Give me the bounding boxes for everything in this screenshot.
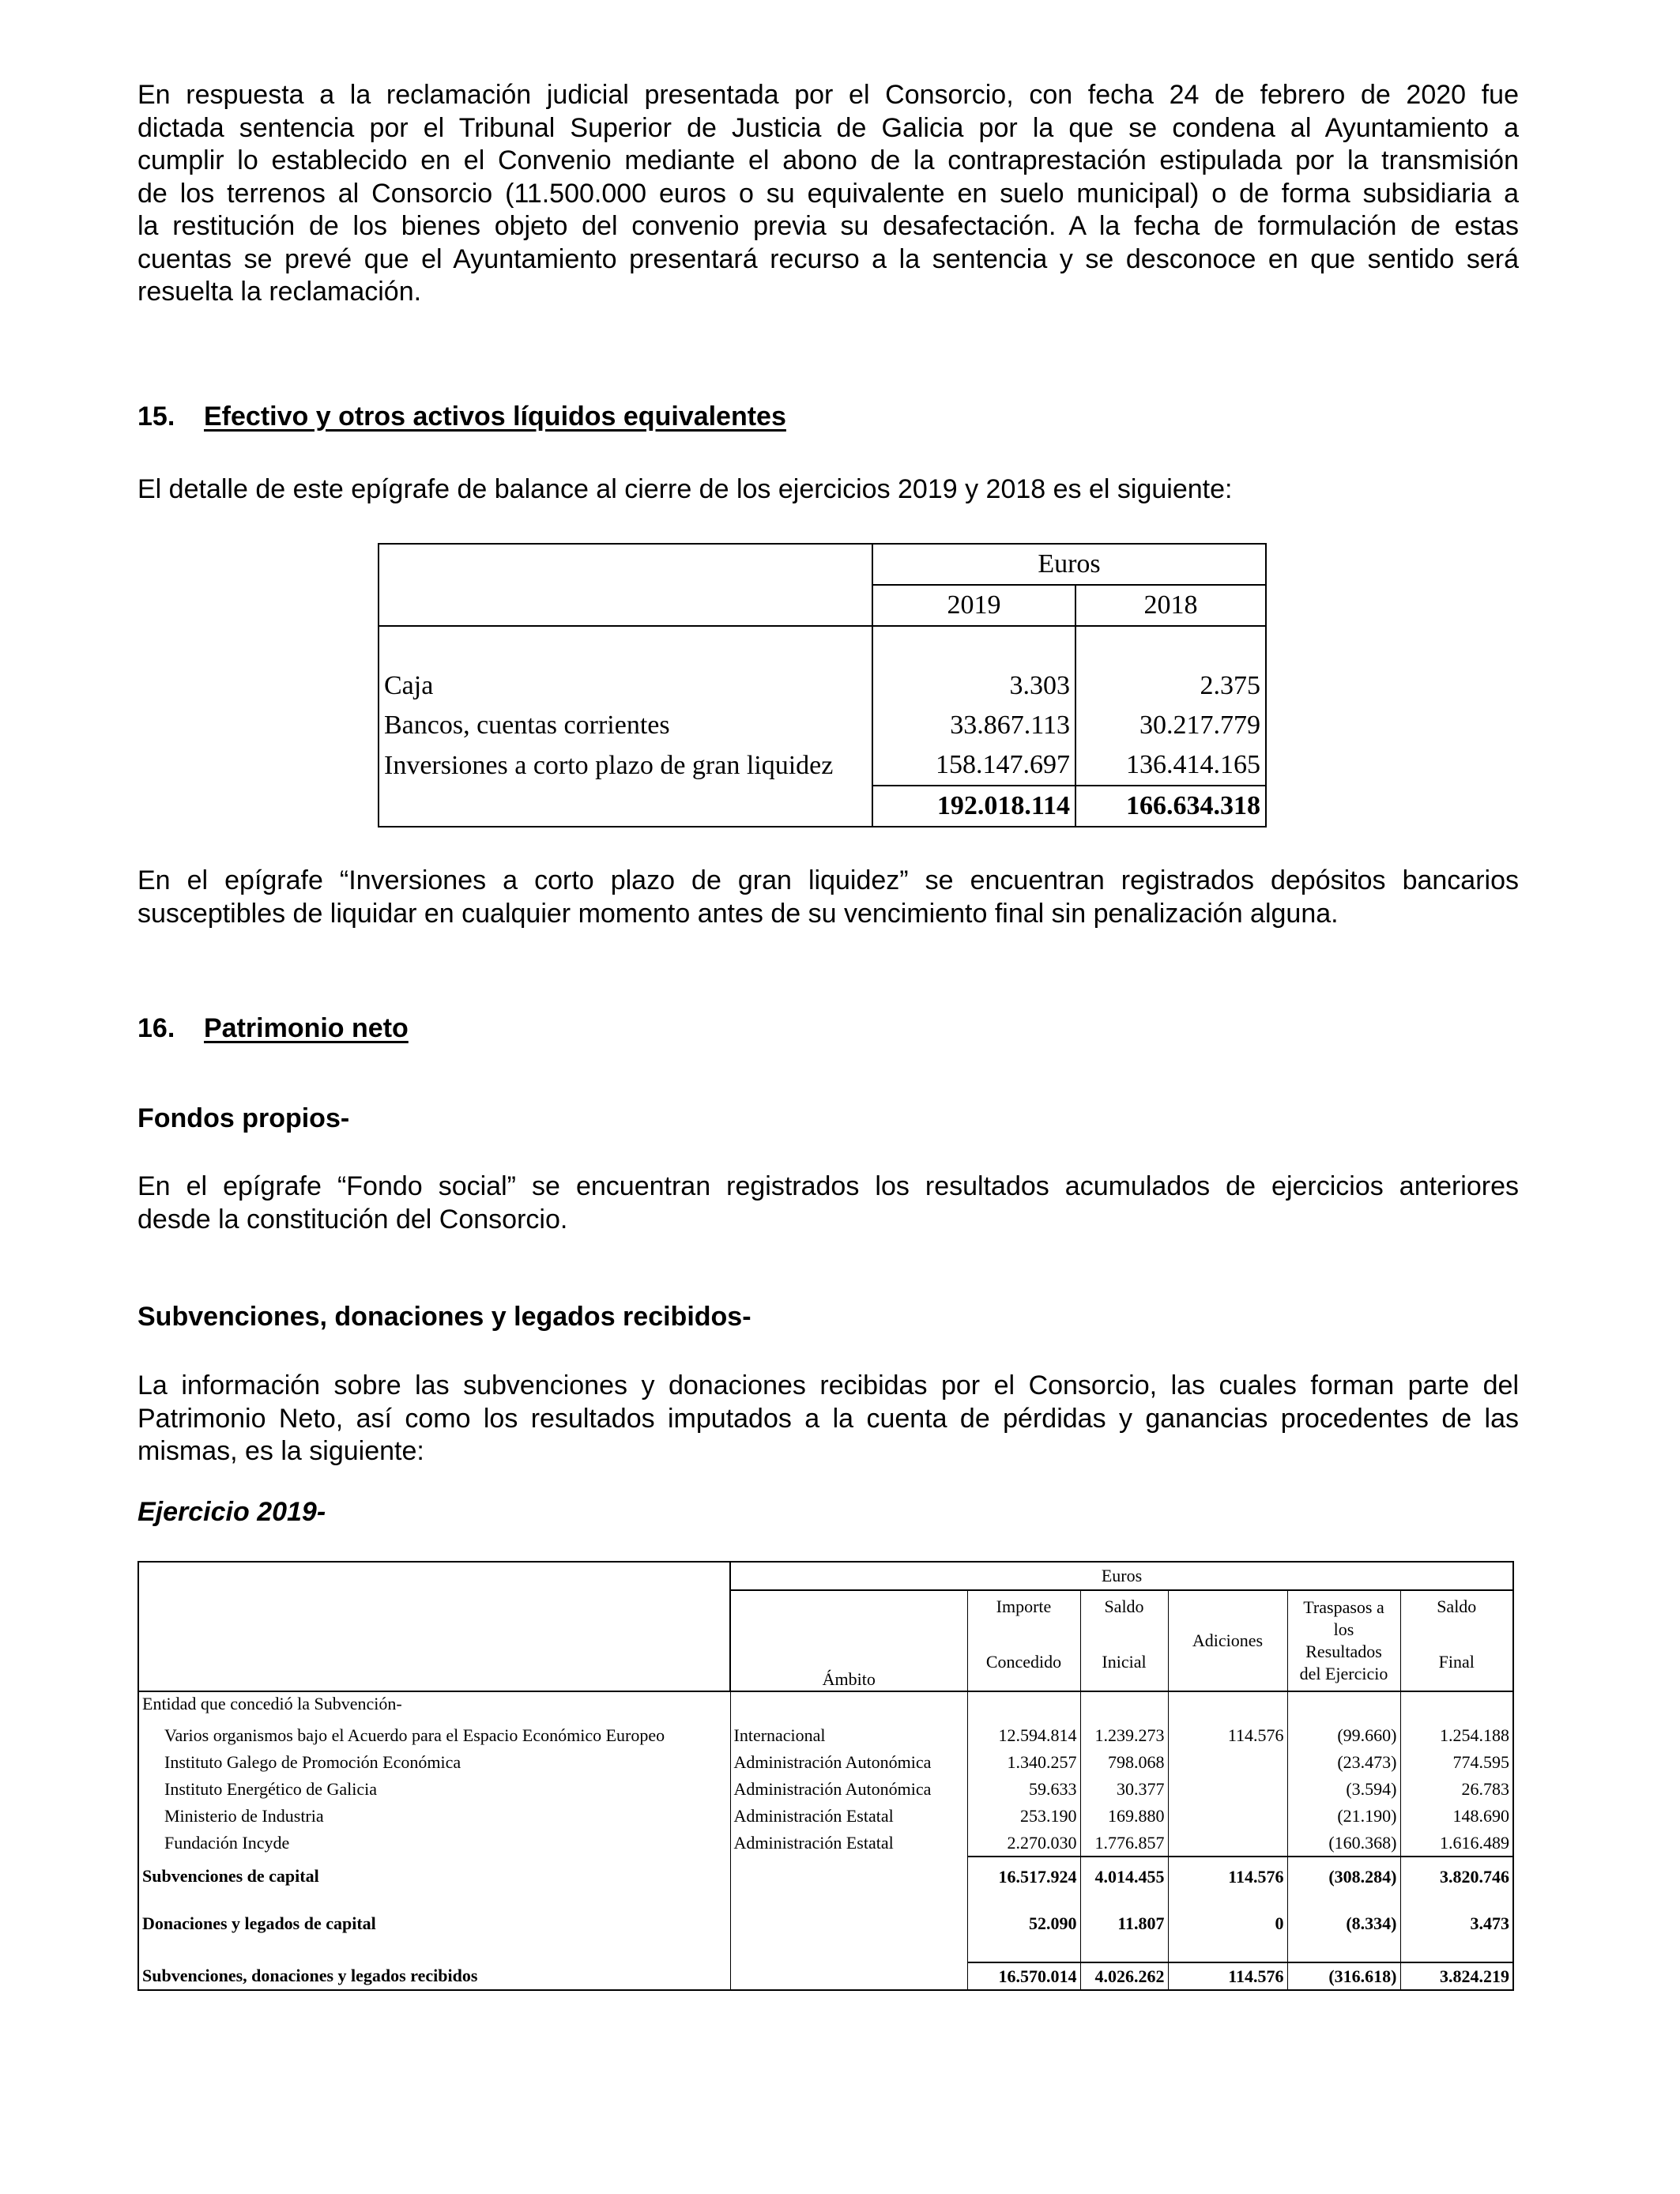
subvenciones-paragraph [137, 1370, 1519, 1468]
row-value: 136.414.165 [1075, 745, 1266, 786]
row-value: 2.375 [1075, 666, 1266, 706]
adiciones-header: Adiciones [1168, 1590, 1287, 1691]
subsidies-table [137, 1561, 1514, 1991]
total-value: 192.018.114 [872, 786, 1075, 827]
total-value: 166.634.318 [1075, 786, 1266, 827]
table-row: Instituto Galego de Promoción Económica Administración Autonómica 1.340.257 798.068 (23.473) 774.595 [138, 1749, 1513, 1776]
total-row: Subvenciones, donaciones y legados recibidos 16.570.014 4.026.262 114.576 (316.618) 3.824.219 [138, 1962, 1513, 1990]
section-title: Patrimonio neto [204, 1013, 409, 1043]
intro-line: dictada sentencia por el Tribunal Superior de Justicia de Galicia por la que se condena al Ayuntamiento a [137, 112, 1519, 143]
note-line: En el epígrafe “Inversiones a corto plazo de gran liquidez” se encuentran registrados depósitos bancarios [137, 865, 1519, 895]
intro-line: resuelta la reclamación. [137, 277, 422, 307]
currency-header: Euros [872, 544, 1266, 585]
row-value: 30.217.779 [1075, 706, 1266, 745]
note-line: susceptibles de liquidar en cualquier momento antes de su vencimiento final sin penalización alguna. [137, 898, 1339, 929]
paragraph-line: mismas, es la siguiente: [137, 1436, 424, 1466]
cash-table [378, 543, 1267, 827]
fondos-propios-paragraph [137, 1171, 1519, 1236]
table-row [379, 706, 1266, 745]
importe-header: Importe Concedido [967, 1590, 1080, 1691]
section-title: Efectivo y otros activos líquidos equivalentes [204, 401, 786, 432]
row-label: Caja [379, 666, 872, 706]
ejercicio-heading: Ejercicio 2019- [137, 1497, 326, 1527]
fondos-propios-heading: Fondos propios- [137, 1103, 350, 1133]
total-row [379, 786, 1266, 827]
section-15-intro [137, 473, 1519, 507]
intro-line: cumplir lo establecido en el Convenio mediante el abono de la contraprestación estipulada por la transmisión [137, 145, 1519, 175]
intro-paragraph [137, 79, 1519, 309]
row-value: 33.867.113 [872, 706, 1075, 745]
table-row: Ministerio de Industria Administración Estatal 253.190 169.880 (21.190) 148.690 [138, 1803, 1513, 1830]
traspasos-header: Traspasos a los Resultados del Ejercicio [1287, 1590, 1400, 1691]
ambito-header: Ámbito [730, 1590, 967, 1691]
intro-line: En respuesta a la reclamación judicial presentada por el Consorcio, con fecha 24 de febrero de 2020 fue [137, 80, 1519, 110]
saldo-final-header: Saldo Final [1437, 1596, 1477, 1672]
intro-line: la restitución de los bienes objeto del convenio previa su desafectación. A la fecha de formulación de estas [137, 211, 1519, 241]
section-15-intro-text: El detalle de este epígrafe de balance al cierre de los ejercicios 2019 y 2018 es el siguiente: [137, 474, 1233, 504]
intro-line: cuentas se prevé que el Ayuntamiento presentará recurso a la sentencia y se desconoce en que sentido será [137, 243, 1519, 274]
currency-header: Euros [730, 1562, 1513, 1590]
paragraph-line: La información sobre las subvenciones y donaciones recibidas por el Consorcio, las cuales forman parte del [137, 1370, 1519, 1400]
subtotal-row: Subvenciones de capital 16.517.924 4.014.455 114.576 (308.284) 3.820.746 [138, 1857, 1513, 1896]
table-row [379, 745, 1266, 786]
paragraph-line: En el epígrafe “Fondo social” se encuentran registrados los resultados acumulados de ejercicios anteriores [137, 1171, 1519, 1201]
entidad-label: Entidad que concedió la Subvención- [138, 1691, 730, 1716]
row-value: 3.303 [872, 666, 1075, 706]
table-row: Instituto Energético de Galicia Administración Autonómica 59.633 30.377 (3.594) 26.783 [138, 1776, 1513, 1803]
row-label: Bancos, cuentas corrientes [379, 706, 872, 745]
row-value: 158.147.697 [872, 745, 1075, 786]
table-row [379, 666, 1266, 706]
saldo-inicial-header: Saldo Inicial [1080, 1590, 1168, 1691]
year-header: 2018 [1075, 585, 1266, 626]
section-number: 16. [137, 1013, 175, 1043]
table-row: Varios organismos bajo el Acuerdo para el Espacio Económico Europeo Internacional 12.594.814 1.239.273 114.576 (99.660) 1.254.188 [138, 1722, 1513, 1749]
paragraph-line: Patrimonio Neto, así como los resultados imputados a la cuenta de pérdidas y ganancias procedentes de las [137, 1403, 1519, 1434]
subvenciones-heading: Subvenciones, donaciones y legados recibidos- [137, 1302, 751, 1332]
section-number: 15. [137, 401, 175, 432]
table-row: Fundación Incyde Administración Estatal 2.270.030 1.776.857 (160.368) 1.616.489 [138, 1830, 1513, 1857]
donaciones-row: Donaciones y legados de capital 52.090 11.807 0 (8.334) 3.473 [138, 1912, 1513, 1936]
table-corner [379, 544, 872, 626]
year-header: 2019 [872, 585, 1075, 626]
row-label: Inversiones a corto plazo de gran liquidez [379, 745, 872, 786]
section-15-heading [137, 401, 786, 433]
intro-line: de los terrenos al Consorcio (11.500.000 euros o su equivalente en suelo municipal) o de forma subsidiaria a [137, 178, 1519, 209]
paragraph-line: desde la constitución del Consorcio. [137, 1204, 568, 1235]
section-15-note [137, 865, 1519, 930]
section-16-heading [137, 1012, 409, 1045]
